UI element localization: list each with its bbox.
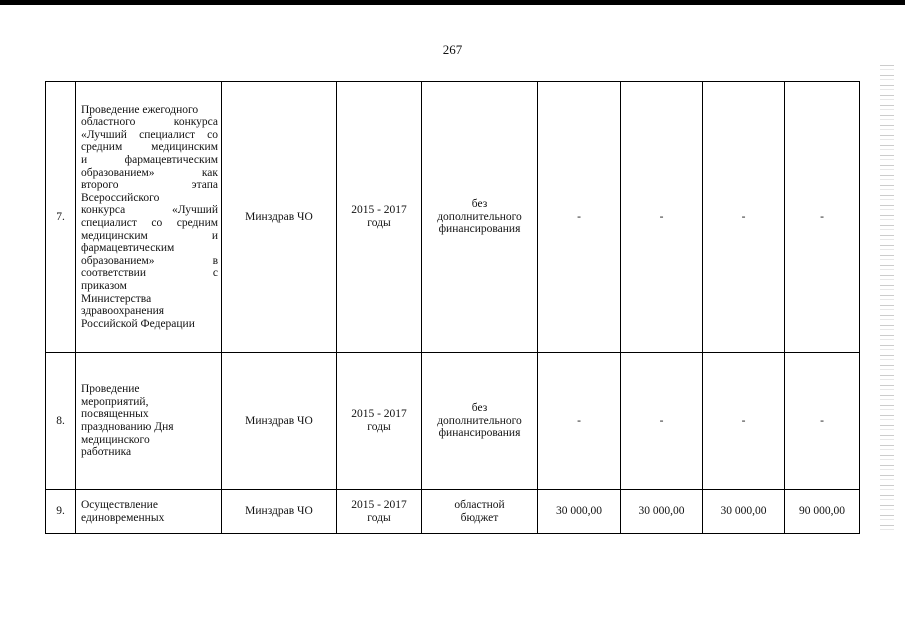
executor-cell: Минздрав ЧО (222, 353, 337, 490)
activity-description: Проведение мероприятий, посвященных празднованию Дня медицинского работника (76, 353, 222, 490)
program-activities-table (45, 81, 860, 534)
amount-2017-cell: - (703, 82, 785, 353)
funding-source-cell: областной бюджет (422, 490, 538, 534)
amount-total-cell: 90 000,00 (785, 490, 860, 534)
activity-description: Осуществление единовременных (76, 490, 222, 534)
executor-cell: Минздрав ЧО (222, 490, 337, 534)
amount-2015-cell: - (538, 353, 621, 490)
row-number: 8. (46, 353, 76, 490)
funding-source-cell: без дополнительного финансирования (422, 353, 538, 490)
amount-total-cell: - (785, 82, 860, 353)
amount-total-cell: - (785, 353, 860, 490)
table-row (46, 490, 860, 534)
amount-2015-cell: - (538, 82, 621, 353)
amount-2016-cell: - (621, 353, 703, 490)
executor-cell: Минздрав ЧО (222, 82, 337, 353)
amount-2017-cell: 30 000,00 (703, 490, 785, 534)
period-cell: 2015 - 2017 годы (337, 82, 422, 353)
amount-2015-cell: 30 000,00 (538, 490, 621, 534)
table-row (46, 82, 860, 353)
scan-margin-artifact (880, 60, 894, 530)
amount-2017-cell: - (703, 353, 785, 490)
period-cell: 2015 - 2017 годы (337, 490, 422, 534)
period-cell: 2015 - 2017 годы (337, 353, 422, 490)
funding-source-cell: без дополнительного финансирования (422, 82, 538, 353)
amount-2016-cell: 30 000,00 (621, 490, 703, 534)
row-number: 7. (46, 82, 76, 353)
row-number: 9. (46, 490, 76, 534)
amount-2016-cell: - (621, 82, 703, 353)
page-number: 267 (442, 42, 463, 57)
activity-description: Проведение ежегодного областного конкурса «Лучший специалист со средним медицинским и фармацевтическим образованием» как второго этапа Всероссийского конкурса «Лучший специалист со средним медицинским и фармацевтическим образованием» в соответствии с приказом Министерства здравоохранения Российской Федерации (76, 82, 222, 353)
table-row (46, 353, 860, 490)
scan-top-edge (0, 0, 905, 5)
